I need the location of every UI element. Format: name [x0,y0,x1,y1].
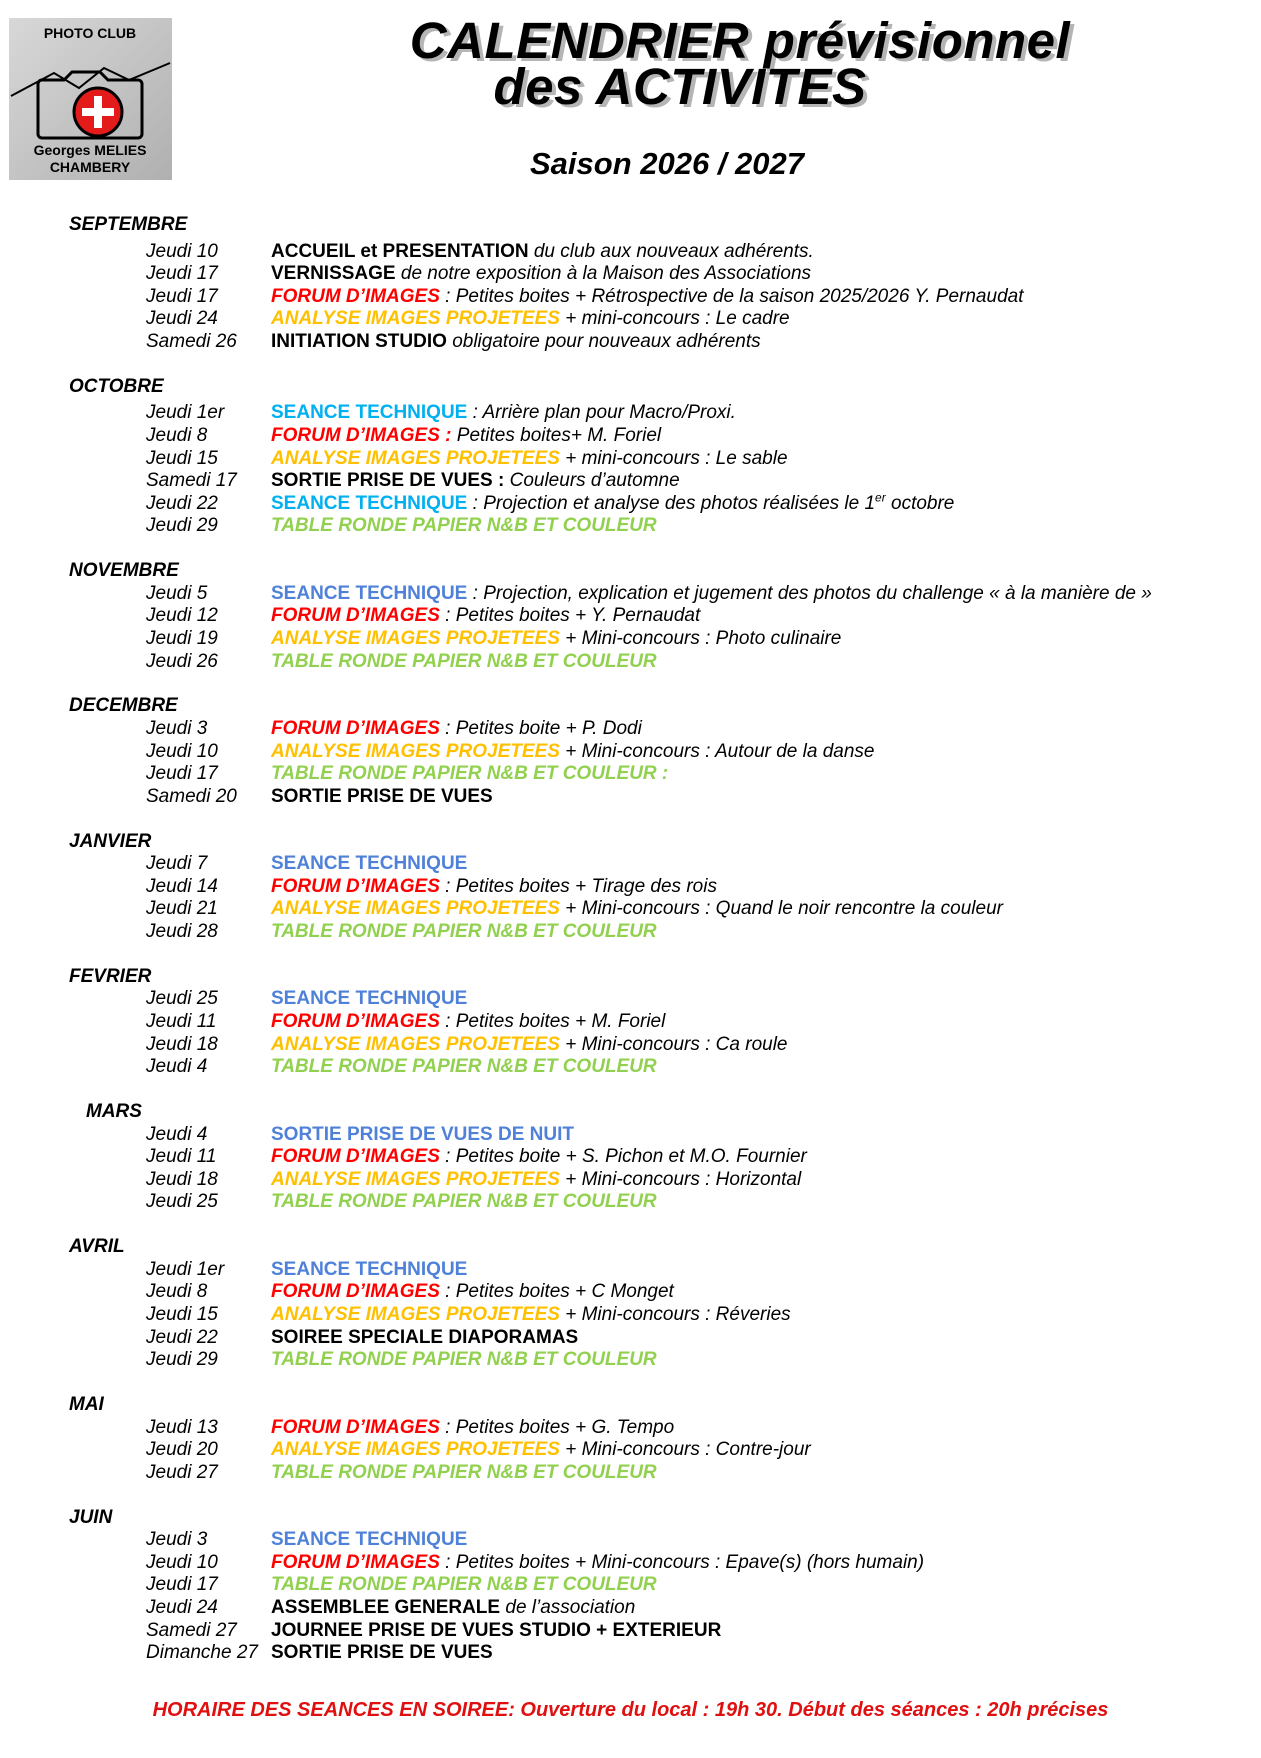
event-description [271,1327,578,1349]
event-date: Jeudi 3 [146,718,208,739]
event-details: + Mini-concours : Photo culinaire [559,628,842,649]
event-row [0,921,1261,943]
event-date: Jeudi 26 [146,650,218,672]
event-date: Jeudi 25 [146,988,218,1010]
event-type: TABLE RONDE PAPIER N&B ET COULEUR [271,650,657,672]
event-type: SEANCE TECHNIQUE [271,853,468,875]
event-row [0,1191,1261,1213]
event-date: Jeudi 17 [146,763,218,785]
event-description [271,876,717,898]
event-details: de l’association [500,1597,636,1618]
event-type: ANALYSE IMAGES PROJETEES [271,1304,560,1325]
event-type: TABLE RONDE PAPIER N&B ET COULEUR [271,1574,657,1596]
event-date: Jeudi 27 [146,1461,218,1483]
event-type: SEANCE TECHNIQUE [271,492,468,514]
event-type: FORUM D’IMAGES [271,1281,440,1303]
event-description [271,628,841,650]
event-row [0,605,1261,627]
event-row [0,1620,1261,1642]
event-details: + mini-concours : Le sable [559,447,788,469]
event-type: SEANCE TECHNIQUE [271,988,468,1010]
event-row [0,1439,1261,1461]
month-heading: SEPTEMBRE [69,214,188,235]
event-description [271,1259,467,1281]
event-type: INITIATION STUDIO [271,331,447,352]
event-row [0,308,1261,330]
event-type: ANALYSE IMAGES PROJETEES [271,447,560,469]
event-description [271,763,668,785]
event-description [271,651,657,673]
event-date: Jeudi 19 [146,628,218,649]
event-description [271,331,761,353]
title-line1: CALENDRIER prévisionnel [409,12,1071,69]
event-type: FORUM D’IMAGES [271,1011,440,1032]
event-description [271,308,790,330]
event-row [0,402,1261,424]
event-type: ANALYSE IMAGES PROJETEES [271,740,560,762]
event-description [271,1349,657,1371]
event-row [0,448,1261,470]
event-date: Jeudi 29 [146,1349,218,1371]
event-details: : Projection et analyse des photos réalisées le 1er octobre [467,490,955,514]
event-date: Jeudi 15 [146,447,218,469]
event-date: Jeudi 10 [146,740,218,762]
event-description [271,241,814,263]
event-type: ANALYSE IMAGES PROJETEES [271,628,560,649]
event-row [0,988,1261,1010]
event-row [0,1462,1261,1484]
event-date: Jeudi 15 [146,1304,218,1325]
event-row [0,1169,1261,1191]
event-type: ANALYSE IMAGES PROJETEES [271,1033,560,1055]
event-type: SORTIE PRISE DE VUES : [271,470,505,492]
event-row [0,1642,1261,1664]
event-details: : Arrière plan pour Macro/Proxi. [467,402,736,424]
event-date: Jeudi 5 [146,582,208,604]
event-date: Jeudi 24 [146,308,218,330]
event-description [271,263,811,285]
event-description [271,1191,657,1213]
title-line2: des ACTIVITES [493,58,867,115]
event-date: Jeudi 20 [146,1439,218,1461]
event-description [271,988,467,1010]
event-description [271,1574,657,1596]
event-description [271,1462,657,1484]
event-date: Dimanche 27 [146,1642,258,1664]
event-row [0,470,1261,492]
event-description [271,786,493,808]
event-type: FORUM D’IMAGES [271,1416,440,1438]
event-date: Jeudi 11 [146,1146,217,1168]
event-details: : Petites boites + Rétrospective de la saison 2025/2026 Y. Pernaudat [439,285,1024,307]
event-row [0,286,1261,308]
event-row [0,1552,1261,1574]
event-type: ANALYSE IMAGES PROJETEES [271,308,560,330]
event-row [0,515,1261,537]
month-heading: DECEMBRE [69,695,178,717]
month-heading: JUIN [69,1506,113,1528]
event-description [271,921,657,943]
event-row [0,263,1261,285]
event-details: : Petites boites + C Monget [439,1281,674,1303]
event-row [0,1034,1261,1056]
event-row [0,741,1261,763]
event-description [271,1552,924,1574]
event-details: : Petites boite + P. Dodi [439,718,642,739]
event-description [271,1529,467,1551]
event-date: Jeudi 25 [146,1191,218,1213]
event-type: SORTIE PRISE DE VUES [271,785,493,807]
season-subtitle: Saison 2026 / 2027 [530,146,805,181]
event-row [0,583,1261,605]
event-description [271,425,661,447]
event-details: : Petites boites + Tirage des rois [439,875,717,897]
event-description [271,718,642,740]
event-row [0,490,1261,515]
event-date: Jeudi 21 [146,898,218,920]
event-date: Samedi 20 [146,785,237,807]
event-description [271,1124,574,1146]
event-details: + Mini-concours : Contre-jour [559,1439,811,1461]
page-title [240,12,1240,115]
event-date: Jeudi 22 [146,1326,218,1348]
event-row [0,786,1261,808]
event-description [271,490,955,515]
event-details: : Petites boites + Mini-concours : Epave(s) (hors humain) [439,1551,925,1573]
event-description [271,1056,657,1078]
event-date: Jeudi 28 [146,921,218,942]
event-row [0,1146,1261,1168]
logo-bottom-line1: Georges MELIES [33,142,147,158]
event-date: Jeudi 8 [146,425,208,446]
event-date: Jeudi 4 [146,1123,208,1145]
event-description [271,286,1023,308]
month-heading: JANVIER [69,830,152,852]
event-description [271,1034,788,1056]
event-details: du club aux nouveaux adhérents. [528,240,814,262]
event-description [271,1281,674,1303]
month-heading: MARS [86,1101,142,1122]
event-type: FORUM D’IMAGES [271,718,440,739]
event-type: SEANCE TECHNIQUE [271,582,468,604]
event-description [271,741,875,763]
event-row [0,718,1261,740]
event-type: ACCUEIL et PRESENTATION [271,240,529,262]
month-heading: FEVRIER [69,965,152,987]
event-details: : Petites boites + G. Tempo [439,1416,675,1438]
event-details: + Mini-concours : Quand le noir rencontre la couleur [559,898,1003,920]
event-details: + mini-concours : Le cadre [559,308,790,330]
event-row [0,1304,1261,1326]
event-description [271,448,788,470]
event-description [271,583,1152,605]
event-row [0,1597,1261,1619]
event-row [0,876,1261,898]
event-row [0,1417,1261,1439]
event-details: + Mini-concours : Horizontal [559,1168,802,1190]
event-details: Couleurs d’automne [504,470,680,492]
event-type: TABLE RONDE PAPIER N&B ET COULEUR [271,1349,657,1371]
event-row [0,1529,1261,1551]
event-row [0,898,1261,920]
event-row [0,1259,1261,1281]
event-type: TABLE RONDE PAPIER N&B ET COULEUR : [271,763,669,785]
event-row [0,1056,1261,1078]
event-date: Jeudi 7 [146,853,208,875]
event-date: Jeudi 10 [146,240,218,262]
month-heading: OCTOBRE [69,375,164,397]
event-date: Jeudi 8 [146,1281,208,1303]
event-date: Jeudi 18 [146,1033,218,1055]
event-type: FORUM D’IMAGES [271,1551,440,1573]
event-type: SEANCE TECHNIQUE [271,1529,468,1551]
event-description [271,1011,665,1033]
event-row [0,628,1261,650]
event-row [0,651,1261,673]
event-row [0,1327,1261,1349]
event-date: Jeudi 22 [146,492,218,514]
event-date: Jeudi 17 [146,263,218,285]
event-description [271,1439,811,1461]
event-type: FORUM D’IMAGES [271,1146,440,1168]
event-details: de notre exposition à la Maison des Associations [395,263,812,285]
event-type: SOIREE SPECIALE DIAPORAMAS [271,1326,579,1348]
event-date: Jeudi 29 [146,515,218,537]
event-type: FORUM D’IMAGES : [271,425,452,446]
month-heading: MAI [69,1394,104,1415]
logo-top-text: PHOTO CLUB [43,25,137,41]
event-type: SORTIE PRISE DE VUES [271,1642,493,1664]
event-row [0,763,1261,785]
event-description [271,470,680,492]
event-date: Jeudi 1er [146,402,225,424]
event-date: Jeudi 17 [146,285,218,307]
event-details: : Petites boites + M. Foriel [439,1011,666,1032]
event-type: SEANCE TECHNIQUE [271,1258,468,1280]
event-description [271,515,657,537]
event-details: obligatoire pour nouveaux adhérents [446,331,761,352]
event-row [0,1281,1261,1303]
event-type: TABLE RONDE PAPIER N&B ET COULEUR [271,1056,657,1078]
event-row [0,1349,1261,1371]
event-type: TABLE RONDE PAPIER N&B ET COULEUR [271,1191,657,1213]
event-date: Jeudi 14 [146,875,218,897]
event-row [0,1574,1261,1596]
event-row [0,241,1261,263]
event-date: Jeudi 13 [146,1416,218,1438]
logo-bottom-line2: CHAMBERY [49,159,131,175]
event-date: Jeudi 11 [146,1011,217,1032]
event-description [271,1597,635,1619]
event-date: Jeudi 18 [146,1168,218,1190]
event-type: ASSEMBLEE GENERALE [271,1597,501,1618]
event-date: Jeudi 24 [146,1597,218,1618]
event-row [0,853,1261,875]
event-row [0,1011,1261,1033]
event-type: TABLE RONDE PAPIER N&B ET COULEUR [271,515,657,537]
event-row [0,425,1261,447]
event-type: ANALYSE IMAGES PROJETEES [271,898,560,920]
event-type: ANALYSE IMAGES PROJETEES [271,1439,560,1461]
event-description [271,402,736,424]
event-details: + Mini-concours : Autour de la danse [559,740,875,762]
event-date: Jeudi 17 [146,1574,218,1596]
event-date: Jeudi 3 [146,1529,208,1551]
event-description [271,1169,801,1191]
event-date: Samedi 27 [146,1619,237,1641]
event-type: FORUM D’IMAGES [271,285,440,307]
event-details: : Petites boite + S. Pichon et M.O. Fournier [439,1146,807,1168]
event-details: Petites boites+ M. Foriel [451,425,662,446]
event-type: TABLE RONDE PAPIER N&B ET COULEUR [271,1461,657,1483]
event-type: FORUM D’IMAGES [271,875,440,897]
month-heading: NOVEMBRE [69,560,179,582]
event-date: Jeudi 12 [146,605,218,627]
event-row [0,1124,1261,1146]
event-details: : Projection, explication et jugement des photos du challenge « à la manière de » [467,582,1152,604]
event-type: JOURNEE PRISE DE VUES STUDIO + EXTERIEUR [271,1619,722,1641]
event-description [271,1417,674,1439]
event-details: + Mini-concours : Réveries [559,1304,791,1325]
event-description [271,898,1003,920]
event-date: Jeudi 10 [146,1551,218,1573]
month-heading: AVRIL [69,1236,125,1258]
event-description [271,1304,791,1326]
event-description [271,1642,493,1664]
event-description [271,853,467,875]
event-type: SEANCE TECHNIQUE [271,402,468,424]
event-description [271,1146,807,1168]
event-type: VERNISSAGE [271,263,396,285]
event-date: Samedi 26 [146,331,237,352]
event-type: FORUM D’IMAGES [271,605,440,627]
event-row [0,331,1261,353]
event-date: Samedi 17 [146,470,237,492]
event-type: SORTIE PRISE DE VUES DE NUIT [271,1123,574,1145]
event-description [271,605,700,627]
event-date: Jeudi 1er [146,1258,225,1280]
event-description [271,1620,721,1642]
schedule-footer: HORAIRE DES SEANCES EN SOIREE: Ouverture du local : 19h 30. Début des séances : 20h précises [152,1699,1109,1721]
event-type: ANALYSE IMAGES PROJETEES [271,1168,560,1190]
event-details: : Petites boites + Y. Pernaudat [439,605,701,627]
event-type: TABLE RONDE PAPIER N&B ET COULEUR [271,921,657,942]
event-details: + Mini-concours : Ca roule [559,1033,788,1055]
event-date: Jeudi 4 [146,1056,208,1078]
